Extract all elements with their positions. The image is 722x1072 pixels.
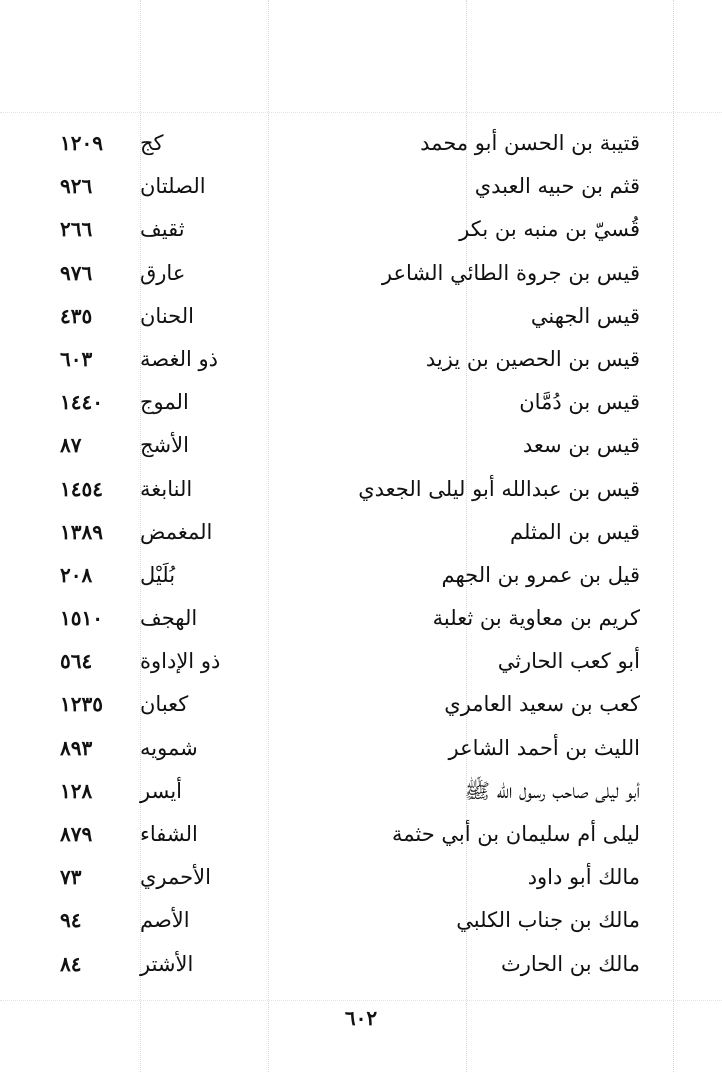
entry-rhyme: الشفاء	[140, 822, 198, 846]
entry-rhyme: ذو الإداوة	[140, 649, 221, 674]
index-row	[60, 943, 670, 986]
entry-page-ref: ٢٦٦	[60, 217, 93, 242]
entry-rhyme: الأحمري	[140, 865, 211, 890]
index-row	[60, 597, 670, 640]
entry-page-ref: ٩٧٦	[60, 260, 93, 285]
entry-rhyme: ذو الغصة	[140, 346, 219, 371]
entry-page-ref: ٧٣	[60, 865, 82, 890]
entry-name: الليث بن أحمد الشاعر	[448, 735, 640, 760]
index-row	[60, 295, 670, 338]
index-table	[60, 122, 670, 986]
entry-name: كعب بن سعيد العامري	[444, 692, 640, 717]
entry-name: قيس بن جروة الطائي الشاعر	[381, 260, 640, 285]
index-row	[60, 511, 670, 554]
entry-rhyme: كج	[140, 131, 164, 155]
entry-rhyme: عارق	[140, 260, 186, 285]
entry-rhyme: شمويه	[140, 735, 198, 760]
entry-page-ref: ١٢٣٥	[60, 692, 103, 717]
entry-name: قيل بن عمرو بن الجهم	[441, 562, 640, 587]
entry-page-ref: ٩٢٦	[60, 174, 93, 199]
entry-name: قيس الجهني	[530, 303, 640, 328]
entry-rhyme: كعبان	[140, 692, 189, 717]
entry-rhyme: أيسر	[140, 778, 182, 803]
index-row	[60, 252, 670, 295]
index-row	[60, 813, 670, 856]
guide-line	[0, 112, 722, 113]
entry-page-ref: ١٢٨	[60, 778, 93, 803]
entry-name: قيس بن دُمَّان	[519, 390, 640, 415]
entry-name: أبو كعب الحارثي	[497, 649, 640, 674]
index-row	[60, 770, 670, 813]
entry-name: مالك بن جناب الكلبي	[456, 908, 640, 933]
entry-name: أبو ليلى صاحب رسول الله ﷺ	[464, 778, 640, 803]
entry-rhyme: الأشج	[140, 433, 189, 458]
index-row	[60, 165, 670, 208]
index-row	[60, 640, 670, 683]
entry-name: قُسيّ بن منبه بن بكر	[459, 217, 640, 242]
entry-rhyme: النابغة	[140, 476, 193, 501]
guide-line	[673, 0, 674, 1072]
entry-page-ref: ٨٧٩	[60, 822, 93, 846]
entry-name: قيس بن سعد	[522, 433, 640, 458]
entry-rhyme: بُلَيْل	[140, 562, 176, 587]
entry-name: مالك أبو داود	[527, 865, 640, 890]
index-row	[60, 468, 670, 511]
entry-rhyme: الحنان	[140, 303, 194, 328]
entry-page-ref: ١٤٤٠	[60, 390, 103, 415]
entry-name: مالك بن الحارث	[500, 951, 640, 976]
index-row	[60, 122, 670, 165]
entry-name: قيس بن عبدالله أبو ليلى الجعدي	[358, 476, 640, 501]
entry-page-ref: ٥٦٤	[60, 649, 93, 674]
entry-page-ref: ٤٣٥	[60, 303, 93, 328]
entry-page-ref: ٦٠٣	[60, 346, 93, 371]
entry-rhyme: الهجف	[140, 606, 198, 631]
index-row	[60, 856, 670, 899]
entry-page-ref: ١٢٠٩	[60, 131, 103, 155]
entry-rhyme: الموج	[140, 390, 189, 415]
guide-line	[0, 1000, 722, 1001]
index-row	[60, 899, 670, 942]
index-row	[60, 424, 670, 467]
entry-page-ref: ١٣٨٩	[60, 519, 103, 544]
page-number: ٦٠٢	[344, 1006, 378, 1030]
entry-name: ليلى أم سليمان بن أبي حثمة	[392, 822, 640, 846]
entry-page-ref: ١٥١٠	[60, 606, 103, 631]
entry-rhyme: المغمض	[140, 519, 213, 544]
entry-page-ref: ٢٠٨	[60, 562, 93, 587]
entry-rhyme: الصلتان	[140, 174, 206, 199]
entry-page-ref: ٨٤	[60, 951, 82, 976]
entry-page-ref: ٩٤	[60, 908, 82, 933]
index-row	[60, 727, 670, 770]
entry-page-ref: ٨٩٣	[60, 735, 93, 760]
entry-name: قيس بن المثلم	[510, 519, 640, 544]
index-row	[60, 338, 670, 381]
entry-page-ref: ١٤٥٤	[60, 476, 103, 501]
entry-name: قتيبة بن الحسن أبو محمد	[420, 131, 640, 155]
entry-name: قيس بن الحصين بن يزيد	[425, 346, 640, 371]
index-row	[60, 554, 670, 597]
entry-name: قثم بن حبيه العبدي	[474, 174, 640, 199]
entry-page-ref: ٨٧	[60, 433, 82, 458]
entry-rhyme: الأصم	[140, 908, 190, 933]
entry-rhyme: ثقيف	[140, 217, 185, 242]
index-row	[60, 381, 670, 424]
index-row	[60, 208, 670, 251]
entry-rhyme: الأشتر	[140, 951, 194, 976]
entry-name: كريم بن معاوية بن ثعلبة	[432, 606, 640, 631]
index-row	[60, 683, 670, 726]
